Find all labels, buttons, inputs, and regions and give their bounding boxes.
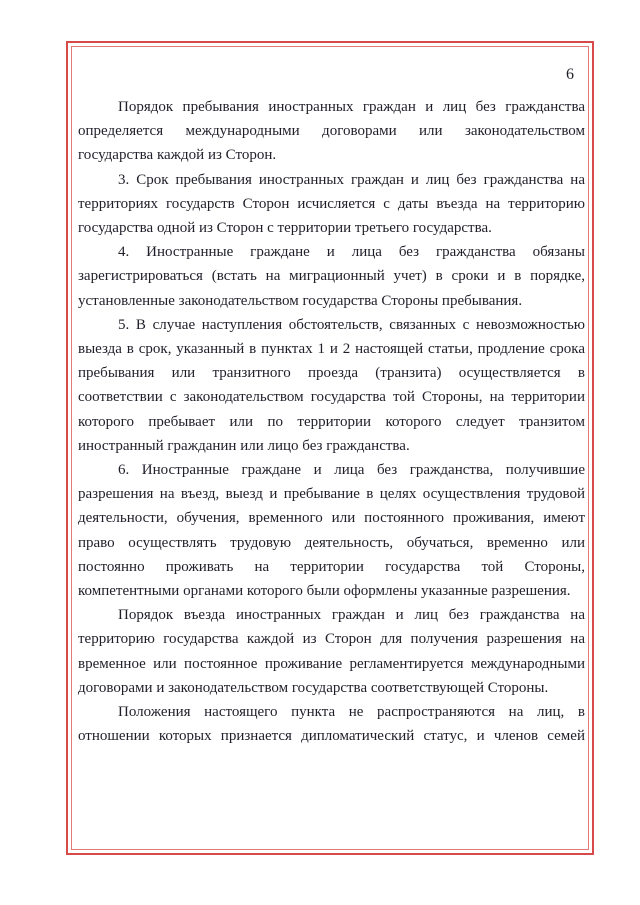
- paragraph-5-extension: 5. В случае наступления обстоятельств, связанных с невозможностью выезда в срок, указанный в пунктах 1 и 2 настоящей статьи, продление срока пребывания или транзитного проезда (транзита) осуществляется в соответствии с законодательством государства той Стороны, на территории которого пребывает или по территории которого следует транзитом иностранный гражданин или лицо без гражданства.: [78, 316, 585, 454]
- paragraph-3-stay-period: 3. Срок пребывания иностранных граждан и лиц без гражданства на территориях государств Сторон исчисляется с даты въезда на территорию государства одной из Сторон с территории третьего государства.: [78, 171, 585, 237]
- paragraph-entry-procedure: Порядок въезда иностранных граждан и лиц без гражданства на территорию государства каждой из Сторон для получения разрешения на временное или постоянное проживание регламентируется международными договорами и законодательством государства соответствующей Стороны.: [78, 607, 585, 696]
- paragraph-stay-procedure: Порядок пребывания иностранных граждан и лиц без гражданства определяется международными договорами или законодательством государства каждой из Сторон.: [78, 99, 585, 164]
- document-body: [78, 95, 585, 748]
- paragraph-4-registration: 4. Иностранные граждане и лица без гражданства обязаны зарегистрироваться (встать на миграционный учет) в сроки и в порядке, установленные законодательством государства Стороны пребывания.: [78, 244, 585, 309]
- paragraph-provisions-exception: Положения настоящего пункта не распространяются на лиц, в отношении которых признается дипломатический статус, и членов семей: [78, 704, 585, 745]
- page-number: 6: [566, 66, 574, 83]
- paragraph-6-permits: 6. Иностранные граждане и лица без гражданства, получившие разрешения на въезд, выезд и пребывание в целях осуществления трудовой деятельности, обучения, временного или постоянного проживания, имеют право осуществлять трудовую деятельность, обучаться, временно или постоянно проживать на территории государства той Стороны, компетентными органами которого были оформлены указанные разрешения.: [78, 462, 585, 600]
